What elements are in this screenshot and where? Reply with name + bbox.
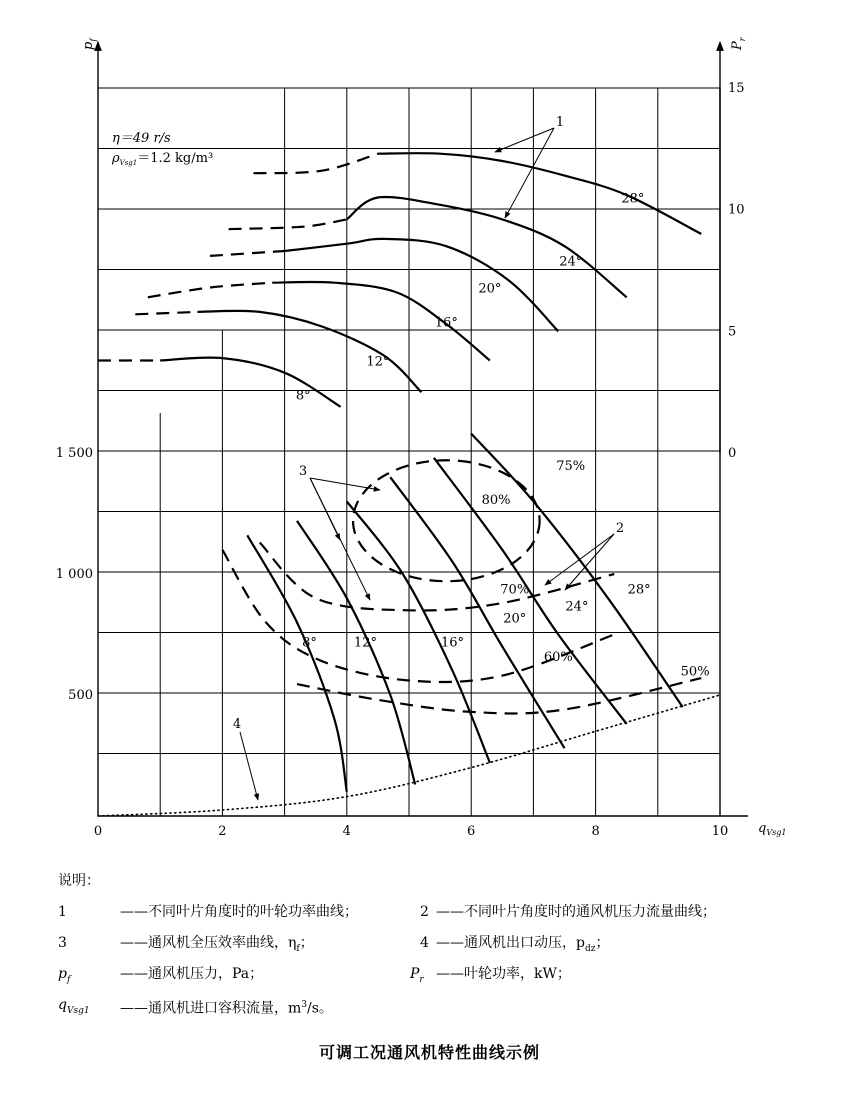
legend-sub: f xyxy=(296,943,300,954)
power-curve-dashed xyxy=(135,312,197,314)
x-tick-label: 0 xyxy=(93,824,103,839)
pressure-curve-angle-label: 28° xyxy=(627,582,651,598)
y-right-tick-label: 15 xyxy=(728,81,745,96)
pressure-curve-angle-label: 20° xyxy=(503,611,527,627)
legend-row xyxy=(58,959,838,990)
power-curve-dashed xyxy=(229,219,347,229)
x-tick-label: 2 xyxy=(218,824,227,839)
efficiency-80-label: 80% xyxy=(481,492,511,508)
labels xyxy=(56,36,787,839)
legend-row xyxy=(58,990,838,1021)
y-left-tick-label: 500 xyxy=(68,688,93,703)
power-curve-angle-label: 12° xyxy=(366,354,390,370)
legend-text: ——叶轮功率，kW； xyxy=(436,966,571,982)
callout-label: 4 xyxy=(232,717,242,732)
legend-text-group xyxy=(120,990,333,1025)
power-curve-angle-label: 16° xyxy=(434,315,458,331)
power-curve-solid xyxy=(198,311,422,392)
x-tick-label: 8 xyxy=(591,824,600,839)
callout-leader xyxy=(310,478,380,490)
efficiency-curve-label: 70% xyxy=(500,582,530,598)
efficiency-curve xyxy=(353,460,540,581)
callout-label: 2 xyxy=(615,521,625,536)
x-tick-label: 4 xyxy=(342,824,351,839)
power-curve-solid xyxy=(378,153,701,234)
pressure-curve-angle-label: 24° xyxy=(565,599,589,615)
callout-leader xyxy=(310,478,370,600)
power-curve-angle-label: 20° xyxy=(478,281,502,297)
callout-label: 1 xyxy=(555,115,565,130)
efficiency-curve xyxy=(260,543,615,611)
legend-key: 4 xyxy=(420,935,429,951)
legend-sup: 3 xyxy=(301,1000,308,1010)
y-right-tick-label: 5 xyxy=(728,324,737,340)
pressure-curve-angle-label: 8° xyxy=(302,635,317,651)
y-left-tick-label: 1 000 xyxy=(55,567,93,582)
callout-leader xyxy=(240,732,258,800)
legend-text: ——通风机出口动压，p xyxy=(436,935,585,951)
callout-leader xyxy=(505,128,554,218)
power-curve-solid xyxy=(285,239,559,331)
efficiency-curve-label: 75% xyxy=(556,458,586,474)
efficiency-curve-label: 60% xyxy=(543,650,573,666)
y-right-tick-label: 10 xyxy=(728,202,745,218)
y-right-tick-label: 0 xyxy=(728,446,737,461)
pressure-curve xyxy=(390,477,564,748)
y-axis-right-label: $P_r$ xyxy=(730,37,747,50)
y-left-tick-label: 1 500 xyxy=(55,446,93,461)
y-axis-left-label: $p_f$ xyxy=(81,37,98,50)
legend-key: P xyxy=(410,966,420,982)
y-axis-left-label-sub: f xyxy=(89,38,98,42)
legend-sub: dz xyxy=(584,943,596,954)
pressure-curve xyxy=(471,434,683,707)
pressure-curve xyxy=(297,521,415,785)
pressure-curve-angle-label: 12° xyxy=(353,635,377,651)
legend-heading: 说明： xyxy=(58,873,100,889)
callout-label: 3 xyxy=(298,464,308,479)
legend-key: p xyxy=(58,966,67,982)
legend-key-sub: f xyxy=(66,974,71,985)
legend-key-sub: r xyxy=(419,974,424,985)
power-curve-angle-label: 8° xyxy=(295,388,311,404)
legend-text: ——通风机全压效率曲线，η xyxy=(120,935,297,951)
power-curve-solid xyxy=(160,358,340,407)
efficiency-curve xyxy=(297,678,701,713)
legend-key-sub: Vsg1 xyxy=(66,1005,90,1016)
legend-row xyxy=(58,897,838,928)
legend-text: ——通风机进口容积流量，m xyxy=(120,1000,302,1017)
legend-key: q xyxy=(58,997,67,1013)
power-curve-angle-label: 24° xyxy=(559,254,583,270)
speed-label: η＝49 r/s xyxy=(112,131,171,146)
legend-key: 3 xyxy=(58,935,67,951)
x-axis-label-sub: Vsg1 xyxy=(766,828,787,837)
legend-text: ——通风机压力，Pa； xyxy=(120,966,264,982)
legend xyxy=(58,866,838,1021)
x-tick-label: 10 xyxy=(711,824,729,839)
pressure-curve-angle-label: 16° xyxy=(441,635,465,651)
legend-key: 2 xyxy=(420,904,429,920)
power-curve-dashed xyxy=(148,283,272,298)
power-curve-dashed xyxy=(210,251,285,256)
legend-tail: /s。 xyxy=(307,1000,333,1017)
efficiency-curve-label: 50% xyxy=(680,664,710,680)
legend-tail: ； xyxy=(595,935,610,951)
x-axis-label: $q_{Vsg1}$ xyxy=(758,821,787,837)
figure-caption: 可调工况通风机特性曲线示例 xyxy=(318,1043,540,1062)
power-curve-dashed xyxy=(254,154,378,174)
legend-text: ——不同叶片角度时的通风机压力流量曲线； xyxy=(436,904,716,920)
legend-key: 1 xyxy=(58,904,67,920)
x-tick-label: 6 xyxy=(467,824,476,839)
density-label-value: ＝1.2 kg/m³ xyxy=(137,151,214,166)
y-axis-right-label-sub: r xyxy=(738,37,747,42)
density-label-sub: Vsg1 xyxy=(119,159,138,167)
legend-key-group xyxy=(58,990,90,1027)
density-label: $\rho_{Vsg1}=1.2$ kg/m³ xyxy=(112,151,214,167)
power-curve-angle-label: 28° xyxy=(621,191,645,207)
legend-row xyxy=(58,928,838,959)
legend-tail: ； xyxy=(299,935,314,951)
callout-leader xyxy=(545,534,614,585)
legend-text: ——不同叶片角度时的叶轮功率曲线； xyxy=(120,904,358,920)
